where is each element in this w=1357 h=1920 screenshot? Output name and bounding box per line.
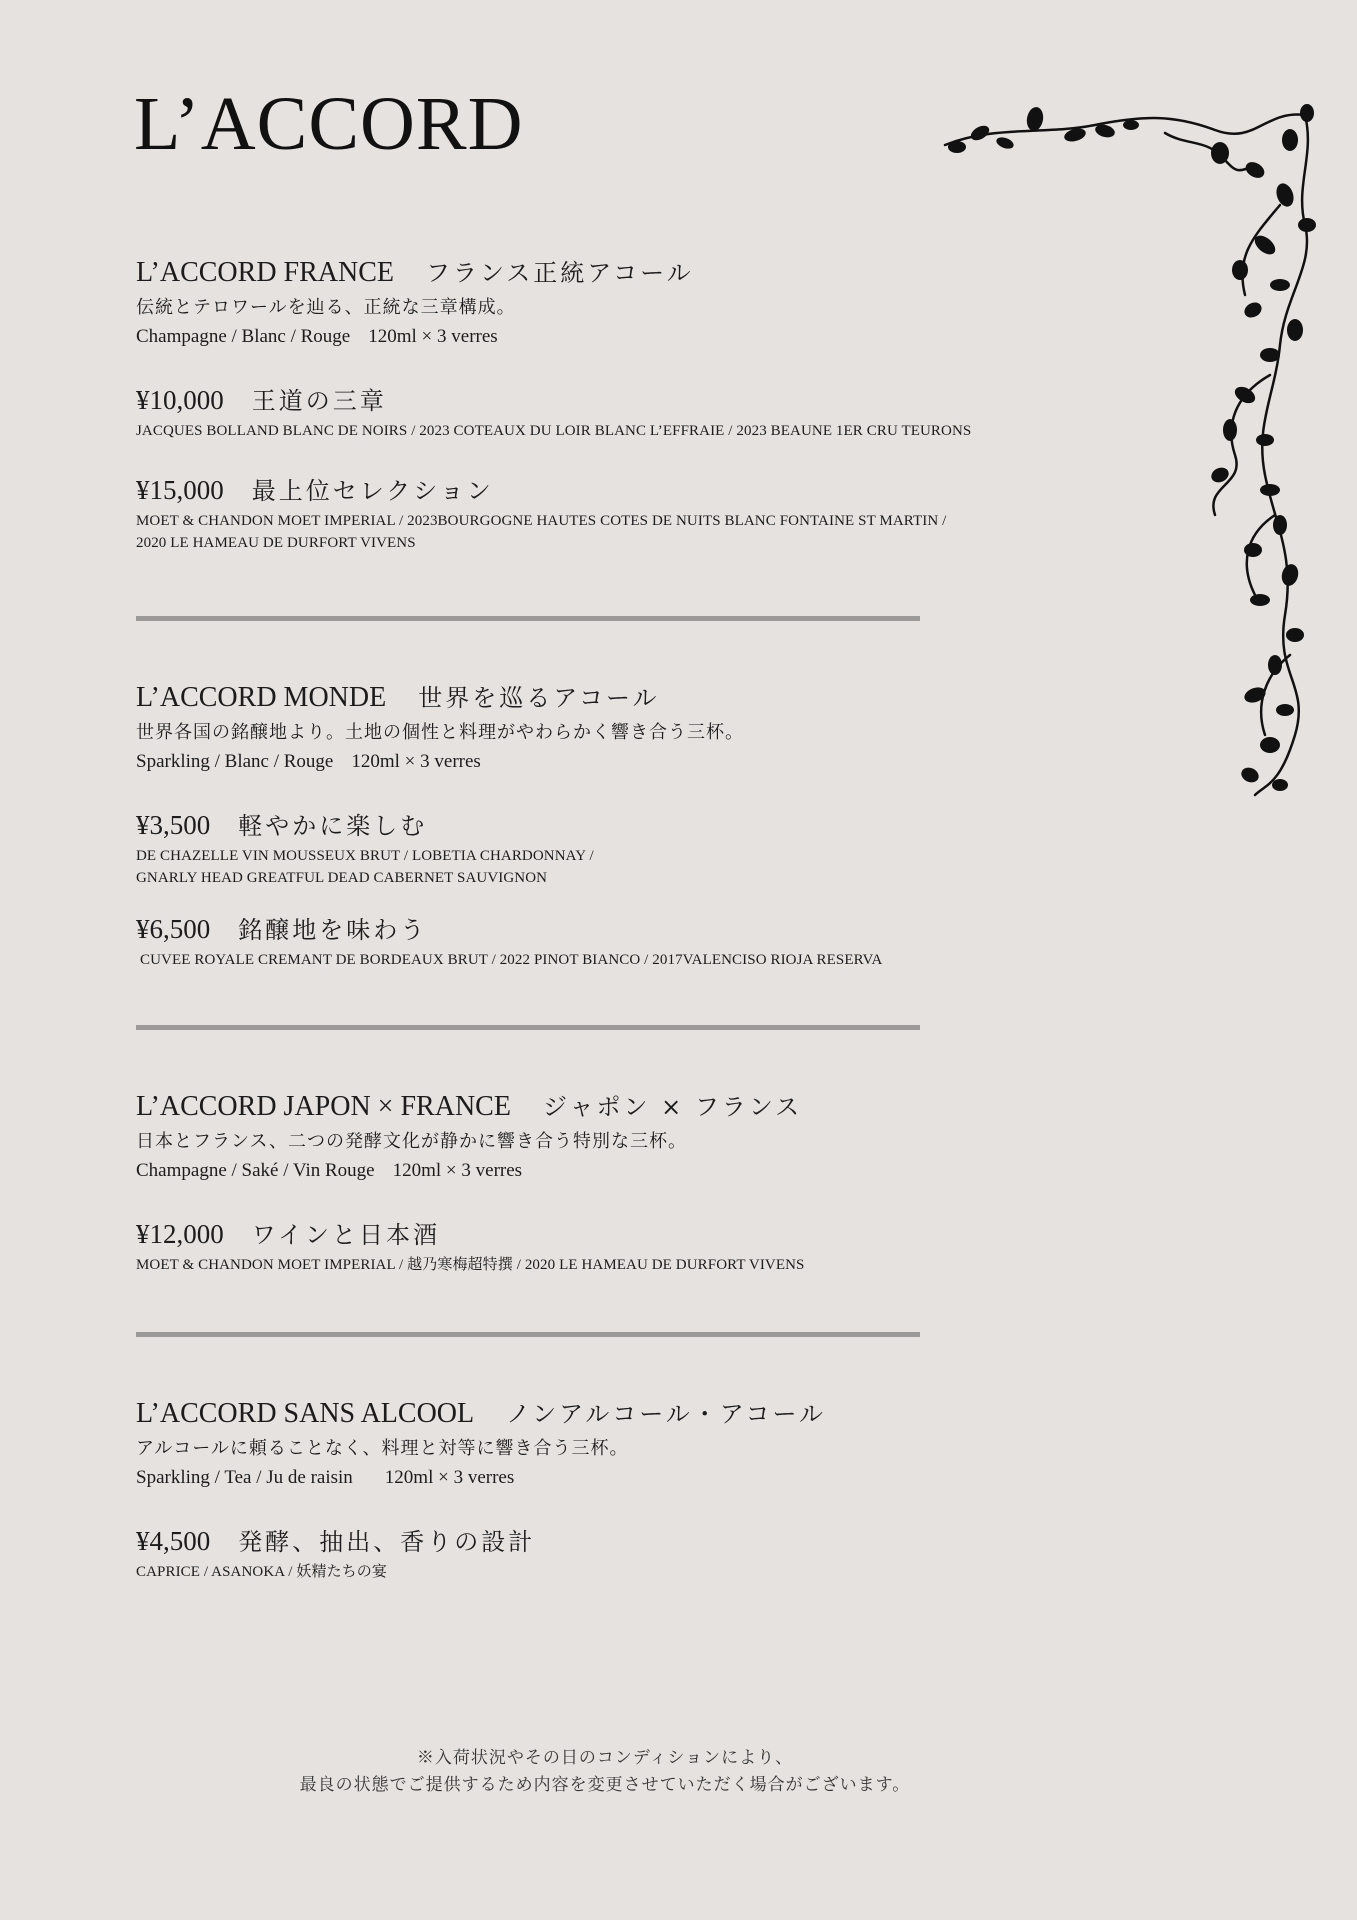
tier-wine-list: [136, 420, 1076, 442]
wine-line: DE CHAZELLE VIN MOUSSEUX BRUT / LOBETIA CHARDONNAY /: [136, 848, 594, 865]
wine-line: CUVEE ROYALE CREMANT DE BORDEAUX BRUT / 2022 PINOT BIANCO / 2017VALENCISO RIOJA RESERVA: [140, 952, 883, 969]
footer-note-line: 最良の状態でご提供するため内容を変更させていただく場合がございます。: [299, 1775, 911, 1796]
section-divider: [136, 1332, 920, 1337]
wine-line: MOET & CHANDON MOET IMPERIAL / 2023BOURGOGNE HAUTES COTES DE NUITS BLANC FONTAINE ST MARTIN /: [136, 513, 947, 530]
glass-lineup: Sparkling / Blanc / Rouge: [136, 750, 334, 772]
wine-line: JACQUES BOLLAND BLANC DE NOIRS / 2023 COTEAUX DU LOIR BLANC L’EFFRAIE / 2023 BEAUNE 1ER CRU TEURONS: [136, 423, 972, 440]
price-tier: [136, 474, 1076, 554]
wine-line: GNARLY HEAD GREATFUL DEAD CABERNET SAUVIGNON: [136, 870, 548, 887]
pour-size: 120ml × 3 verres: [351, 750, 481, 772]
tier-name: 最上位セレクション: [251, 477, 494, 506]
glass-lineup: Champagne / Saké / Vin Rouge: [136, 1159, 375, 1181]
section-description: 世界各国の銘醸地より。土地の個性と料理がやわらかく響き合う三杯。: [136, 721, 744, 743]
course-section-france: [136, 256, 1076, 554]
tier-name: 軽やかに楽しむ: [238, 811, 428, 840]
section-spec: [136, 1466, 1076, 1491]
tier-price: ¥15,000: [136, 475, 224, 506]
wine-line: MOET & CHANDON MOET IMPERIAL / 越乃寒梅超特撰 / 2020 LE HAMEAU DE DURFORT VIVENS: [136, 1257, 805, 1274]
section-description: 伝統とテロワールを辿る、正統な三章構成。: [136, 296, 516, 318]
price-tier: [136, 1218, 1076, 1276]
section-title-en: L’ACCORD SANS ALCOOL: [136, 1398, 475, 1429]
section-description: アルコールに頼ることなく、料理と対等に響き合う三杯。: [136, 1437, 629, 1459]
tier-price: ¥10,000: [136, 384, 224, 415]
section-title-jp: 世界を巡るアコール: [418, 684, 660, 712]
price-tier: [136, 384, 1076, 442]
glass-lineup: Sparkling / Tea / Ju de raisin: [136, 1466, 353, 1488]
section-spec: [136, 1159, 1076, 1184]
tier-price: ¥3,500: [136, 809, 211, 840]
tier-name: ワインと日本酒: [251, 1220, 441, 1249]
section-divider: [136, 1025, 920, 1030]
tier-price: ¥4,500: [136, 1525, 211, 1556]
tier-wine-list: [136, 949, 1076, 971]
section-title-jp: フランス正統アコール: [426, 259, 694, 287]
tier-wine-list: [136, 1254, 1076, 1276]
pour-size: 120ml × 3 verres: [368, 325, 498, 347]
glass-lineup: Champagne / Blanc / Rouge: [136, 325, 351, 347]
tier-price: ¥6,500: [136, 914, 211, 945]
section-title-en: L’ACCORD FRANCE: [136, 257, 395, 288]
tier-name: 王道の三章: [251, 386, 387, 415]
tier-wine-list: [136, 845, 1076, 889]
section-title: [136, 1397, 1076, 1431]
section-title: [136, 256, 1076, 290]
footer-note-line: ※入荷状況やその日のコンディションにより、: [416, 1748, 794, 1768]
section-spec: [136, 750, 1076, 775]
course-section-japon-france: [136, 1090, 1076, 1276]
course-section-sans-alcool: [136, 1397, 1076, 1583]
tier-price: ¥12,000: [136, 1218, 224, 1249]
section-divider: [136, 616, 920, 621]
section-spec: [136, 325, 1076, 350]
tier-name: 発酵、抽出、香りの設計: [238, 1527, 536, 1556]
price-tier: [136, 1525, 1076, 1583]
logo: L’ACCORD: [134, 82, 524, 166]
pour-size: 120ml × 3 verres: [384, 1466, 515, 1488]
price-tier: [136, 809, 1076, 889]
wine-line: 2020 LE HAMEAU DE DURFORT VIVENS: [136, 535, 416, 552]
section-title-en: L’ACCORD JAPON × FRANCE: [136, 1091, 511, 1122]
section-title: [136, 1090, 1076, 1124]
section-title-en: L’ACCORD MONDE: [136, 682, 387, 713]
price-tier: [136, 913, 1076, 971]
course-section-monde: [136, 681, 1076, 971]
pour-size: 120ml × 3 verres: [392, 1159, 523, 1181]
section-title-jp: ジャポン × フランス: [542, 1093, 803, 1121]
wine-line: CAPRICE / ASANOKA / 妖精たちの宴: [136, 1564, 387, 1581]
tier-wine-list: [136, 510, 1076, 554]
section-title: [136, 681, 1076, 715]
tier-wine-list: [136, 1561, 1076, 1583]
tier-name: 銘醸地を味わう: [238, 916, 428, 945]
section-title-jp: ノンアルコール・アコール: [506, 1400, 827, 1428]
footer-note: [0, 1745, 1210, 1799]
section-description: 日本とフランス、二つの発酵文化が静かに響き合う特別な三杯。: [136, 1130, 687, 1152]
